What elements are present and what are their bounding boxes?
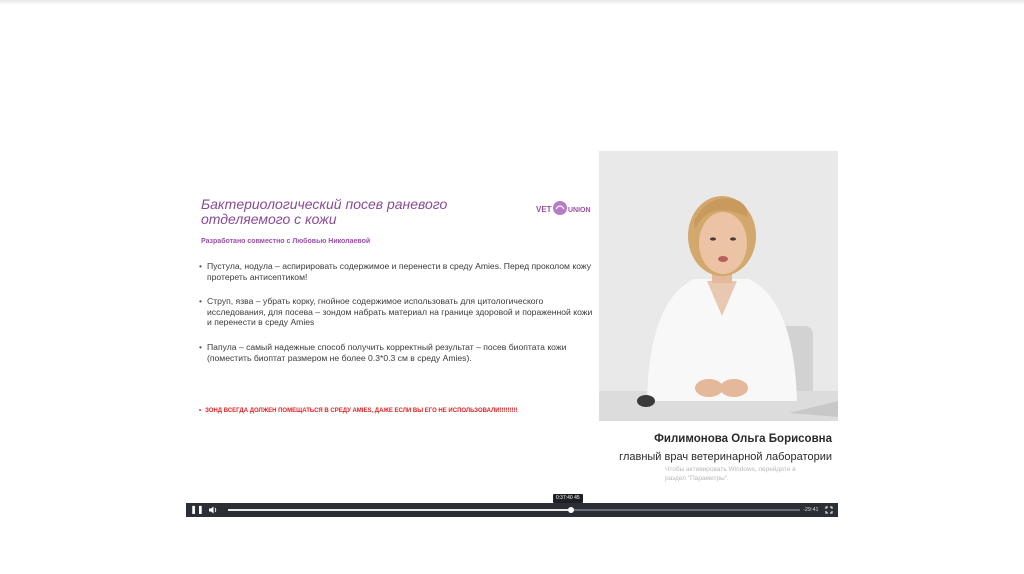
hover-time-suffix: 45 (574, 495, 580, 501)
pause-icon[interactable]: ❚❚ (190, 505, 204, 514)
bullet-item: • Пустула, нодула – аспирировать содержимое и перенести в среду Amies. Перед проколом кожу протереть антисептиком! (199, 261, 594, 282)
fullscreen-icon[interactable] (822, 503, 836, 517)
watermark-line: раздел "Параметры". (665, 475, 729, 482)
presenter-role: главный врач ветеринарной лаборатории (619, 451, 832, 463)
video-player[interactable] (186, 151, 838, 517)
top-divider (0, 0, 1024, 5)
hover-time: 0:37:40 (556, 495, 573, 501)
presenter-name: Филимонова Ольга Борисовна (654, 433, 832, 445)
vet-union-logo (536, 199, 596, 217)
remaining-time: -29:41 (803, 507, 819, 513)
seek-bar[interactable] (228, 509, 800, 511)
warning-text: ЗОНД ВСЕГДА ДОЛЖЕН ПОМЕЩАТЬСЯ В СРЕДУ AMIES, ДАЖЕ ЕСЛИ ВЫ ЕГО НЕ ИСПОЛЬЗОВАЛИ!!!!!!!!! (205, 408, 518, 414)
warning-bullet: • (199, 408, 202, 414)
slide-subtitle: Разработано совместно с Любовью Николаевой (201, 238, 371, 245)
logo-left-text: VET (536, 205, 552, 214)
logo-right-text: UNION (568, 207, 591, 214)
hover-time-tooltip (553, 494, 583, 503)
player-controls (186, 503, 838, 517)
presentation-slide (186, 151, 599, 503)
presenter-caption (599, 421, 838, 503)
volume-icon[interactable] (206, 503, 220, 517)
slide-title: Бактериологический посев раневого отделяемого с кожи (201, 196, 448, 227)
seek-handle[interactable] (568, 507, 574, 513)
windows-activation-watermark (665, 465, 835, 483)
seek-bar-played (228, 509, 571, 511)
bullet-item: • Папула – самый надежные способ получить корректный результат – посев биоптата кожи (поместить биоптат размером не более 0.3*0.3 см в среду Amies). (199, 342, 594, 363)
bullet-item: • Струп, язва – убрать корку, гнойное содержимое использовать для цитологического исследования, для посева – зондом набрать материал на границе здоровой и пораженной кожи и перенести в среду Amies (199, 296, 594, 328)
watermark-line: Чтобы активировать Windows, перейдите в (665, 466, 796, 473)
slide-bullet-list (199, 261, 594, 377)
slide-warning (199, 408, 518, 414)
presenter-illustration (599, 151, 838, 421)
presenter-panel (599, 151, 838, 503)
presenter-video (599, 151, 838, 421)
